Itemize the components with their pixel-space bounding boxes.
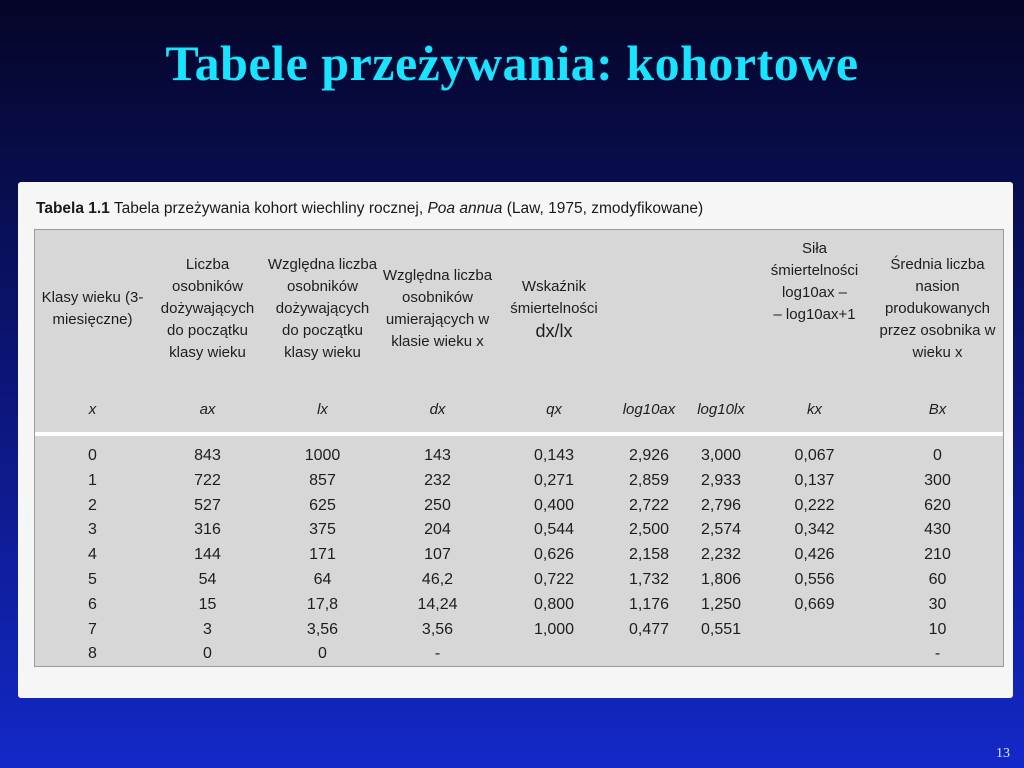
- cell-log_a: 2,859: [628, 471, 670, 489]
- cell-b: 300: [924, 471, 951, 489]
- cell-log_l: 2,574: [700, 521, 742, 539]
- cell-log_l: 0,551: [700, 620, 742, 638]
- slide-title: Tabele przeżywania: kohortowe: [165, 35, 859, 91]
- cell-log_l: 1,250: [700, 595, 742, 613]
- cell-d: -: [434, 645, 441, 663]
- cell-a: 316: [194, 521, 221, 539]
- cell-log_l: 2,232: [700, 546, 742, 564]
- cell-log_a: 2,722: [628, 496, 670, 514]
- cell-x: 3: [88, 521, 97, 539]
- cell-a: 843: [194, 447, 221, 464]
- symbol-b: Bx: [872, 388, 1003, 434]
- header-mortality-rate-formula: dx/lx: [535, 321, 573, 341]
- cell-k: 0,342: [794, 521, 835, 539]
- cell-d: 3,56: [421, 620, 454, 638]
- cell-l: 64: [313, 570, 332, 588]
- caption-species: Poa annua: [427, 200, 503, 217]
- cell-k: 0,556: [794, 570, 835, 588]
- cell-x: 7: [88, 620, 97, 638]
- cell-k: 0,669: [794, 595, 835, 613]
- cell-l: 17,8: [306, 595, 339, 613]
- cell-x: 4: [88, 546, 97, 564]
- cell-b: 0: [933, 447, 942, 464]
- cell-d: 143: [424, 447, 451, 464]
- table-row: [35, 469, 1003, 494]
- symbol-q: qx: [495, 388, 613, 434]
- header-mortality-rate-label: Wskaźnik śmiertelności: [510, 278, 598, 317]
- header-relative-survivors: Względna liczba osobników dożywających do początku klasy wieku: [267, 256, 378, 361]
- cell-log_a: [613, 642, 685, 667]
- cell-log_l: [685, 642, 757, 667]
- cell-k: 0,067: [794, 447, 835, 464]
- cell-l: 857: [309, 471, 336, 489]
- life-table: [35, 230, 1003, 667]
- cell-q: 0,143: [533, 447, 575, 464]
- cell-l: 171: [309, 546, 336, 564]
- symbol-log-l: log10lx: [685, 388, 757, 434]
- cell-k: [757, 642, 872, 667]
- cell-a: 144: [194, 546, 221, 564]
- cell-log_a: 2,926: [628, 447, 670, 464]
- cell-q: 0,400: [533, 496, 575, 514]
- cell-a: 722: [194, 471, 221, 489]
- table-body: [35, 434, 1003, 667]
- cell-x: 0: [88, 447, 97, 464]
- table-row: [35, 642, 1003, 667]
- symbol-log-a: log10ax: [613, 388, 685, 434]
- header-log-relative: [685, 230, 757, 388]
- caption-text: Tabela przeżywania kohort wiechliny rocznej,: [109, 200, 428, 217]
- cell-x: 2: [88, 496, 97, 514]
- table-caption: [36, 200, 703, 218]
- cell-log_a: 2,500: [628, 521, 670, 539]
- table-row: [35, 568, 1003, 593]
- table-row: [35, 593, 1003, 618]
- header-killing-power: [757, 230, 872, 388]
- header-killing-power-formula-2: – log10ax+1: [773, 306, 856, 323]
- cell-d: 46,2: [421, 570, 454, 588]
- symbol-d: dx: [380, 388, 495, 434]
- cell-l: 0: [318, 645, 327, 663]
- cell-q: 0,626: [533, 546, 575, 564]
- cell-a: 0: [203, 645, 212, 663]
- symbol-x: x: [35, 388, 150, 434]
- table-row: [35, 494, 1003, 519]
- cell-x: 5: [88, 570, 97, 588]
- cell-b: 430: [924, 521, 951, 539]
- cell-b: 60: [928, 570, 947, 588]
- table-row: [35, 618, 1003, 643]
- cell-a: 3: [203, 620, 212, 638]
- cell-b: 210: [924, 546, 951, 564]
- table-symbol-row: [35, 388, 1003, 434]
- header-relative-deaths: Względna liczba osobników umierających w klasie wieku x: [382, 267, 493, 350]
- cell-x: 1: [88, 471, 97, 489]
- cell-x: 6: [88, 595, 97, 613]
- cell-q: 0,544: [533, 521, 575, 539]
- cell-d: 250: [424, 496, 451, 514]
- header-killing-power-formula-1: log10ax –: [781, 284, 848, 301]
- cell-d: 14,24: [417, 595, 458, 613]
- cell-log_a: 1,732: [628, 570, 670, 588]
- cell-q: [495, 642, 613, 667]
- cell-l: 375: [309, 521, 336, 539]
- table-row: [35, 543, 1003, 568]
- cell-q: 1,000: [533, 620, 575, 638]
- caption-source: (Law, 1975, zmodyfikowane): [502, 200, 704, 217]
- cell-q: 0,271: [533, 471, 575, 489]
- caption-label: Tabela 1.1: [36, 200, 110, 217]
- header-mortality-rate: [495, 230, 613, 388]
- symbol-a: ax: [150, 388, 265, 434]
- cell-k: 0,137: [794, 471, 835, 489]
- cell-log_l: 2,796: [700, 496, 742, 514]
- cell-k: 0,222: [794, 496, 835, 514]
- cell-d: 232: [424, 471, 451, 489]
- cell-d: 204: [424, 521, 451, 539]
- cell-l: 625: [309, 496, 336, 514]
- header-age-class: Klasy wieku (3-miesięczne): [41, 289, 144, 328]
- cell-a: 527: [194, 496, 221, 514]
- cell-b: 620: [924, 496, 951, 514]
- life-table-container: [34, 229, 1004, 667]
- table-panel: [18, 182, 1013, 698]
- cell-l: 3,56: [306, 620, 339, 638]
- cell-log_l: 3,000: [700, 447, 742, 464]
- table-header-row: [35, 230, 1003, 388]
- cell-d: 107: [424, 546, 451, 564]
- header-killing-power-label: Siła śmiertelności: [770, 240, 859, 279]
- header-survivors: Liczba osobników dożywających do początku klasy wieku: [160, 256, 255, 361]
- cell-log_a: 2,158: [628, 546, 670, 564]
- cell-log_a: 1,176: [628, 595, 670, 613]
- symbol-l: lx: [265, 388, 380, 434]
- cell-b: 10: [928, 620, 947, 638]
- cell-log_l: 1,806: [700, 570, 742, 588]
- header-log-survivors: [613, 230, 685, 388]
- cell-b: -: [934, 645, 941, 663]
- cell-q: 0,800: [533, 595, 575, 613]
- cell-log_a: 0,477: [628, 620, 670, 638]
- cell-k: [757, 618, 872, 643]
- cell-x: 8: [88, 645, 97, 663]
- cell-a: 15: [198, 595, 217, 613]
- table-row: [35, 518, 1003, 543]
- header-seed-production: Średnia liczba nasion produkowanych przez osobnika w wieku x: [879, 256, 996, 361]
- cell-k: 0,426: [794, 546, 835, 564]
- table-row: [35, 434, 1003, 469]
- cell-q: 0,722: [533, 570, 575, 588]
- symbol-k: kx: [757, 388, 872, 434]
- cell-b: 30: [928, 595, 947, 613]
- cell-log_l: 2,933: [700, 471, 742, 489]
- page-number: 13: [996, 746, 1010, 761]
- cell-a: 54: [198, 570, 217, 588]
- cell-l: 1000: [304, 447, 341, 464]
